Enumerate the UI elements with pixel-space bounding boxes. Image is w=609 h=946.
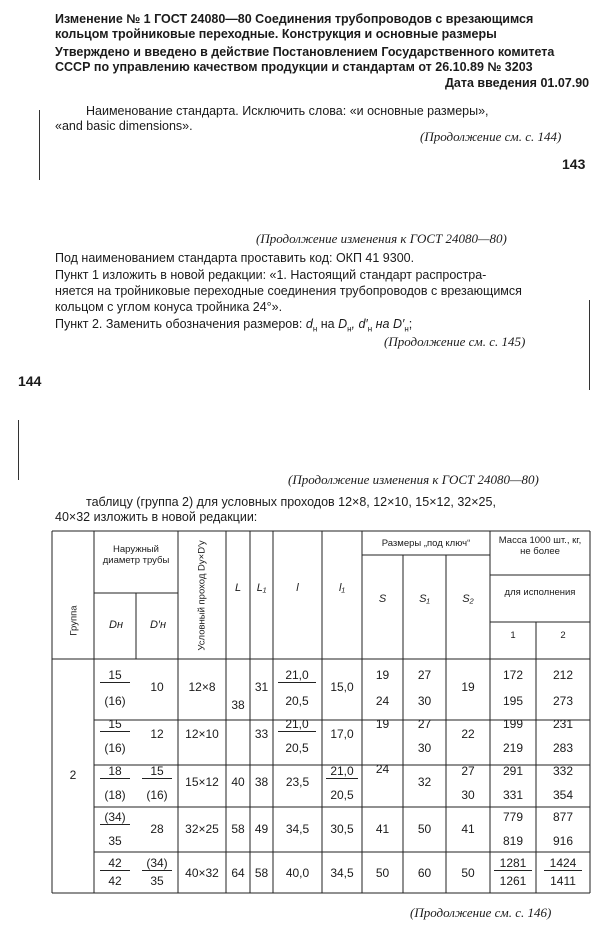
cell-dn-prime: (16) (146, 788, 168, 802)
cell-L: 58 (231, 822, 245, 836)
amendment-title-line1: Изменение № 1 ГОСТ 24080—80 Соединения трубопроводов с врезающимся (55, 12, 534, 26)
cell-mass-2: 212 (552, 668, 574, 682)
cell-l1: 17,0 (330, 727, 354, 741)
cell-L1: 49 (254, 822, 269, 836)
cell-S2: 22 (461, 727, 475, 741)
cell-mass-1: 219 (502, 741, 524, 755)
paragraph-line: таблицу (группа 2) для условных проходов 12×8, 12×10, 15×12, 32×25, (86, 495, 496, 509)
cell-mass-2: 1424 (544, 856, 582, 871)
cell-S: 19 (375, 717, 390, 731)
cell-l1: 21,0 (326, 764, 358, 779)
continuation-note: (Продолжение см. с. 145) (384, 334, 526, 349)
cell-l: 21,0 (278, 668, 316, 683)
cell-mass-2: 916 (552, 834, 574, 848)
header-Dn-prime: D′н (149, 619, 167, 631)
cell-dn-prime: 10 (150, 680, 164, 694)
cell-S1: 50 (417, 822, 432, 836)
cell-l1: 15,0 (330, 680, 354, 694)
cell-dn-prime: (34) (142, 856, 172, 871)
cell-cond: 12×8 (188, 680, 216, 694)
header-l1: l₁ (339, 582, 345, 594)
cell-S1: 27 (417, 717, 432, 731)
cell-L: 40 (231, 775, 245, 789)
paragraph-line: Наименование стандарта. Исключить слова: «и основные размеры», (86, 104, 489, 118)
header-l: l (296, 582, 299, 594)
cell-cond: 40×32 (185, 866, 219, 880)
cell-mass-1: 195 (502, 694, 524, 708)
header-mass: Масса 1000 шт., кг, не более (498, 535, 582, 557)
header-execution: для исполнения (504, 587, 576, 598)
cell-dn-prime: 28 (150, 822, 164, 836)
paragraph-line: «and basic dimensions». (55, 119, 193, 133)
cell-dn: (18) (104, 788, 126, 802)
paragraph-line-symbols: Пункт 2. Заменить обозначения размеров: $d_н$ на $D_н$, $d'_н$ на $D'_н$; (55, 317, 413, 334)
cell-mass-1: 199 (502, 717, 524, 731)
header-S1: S₁ (419, 593, 430, 605)
cell-mass-1: 331 (502, 788, 524, 802)
cell-l1: 34,5 (330, 866, 354, 880)
cell-dn: 42 (108, 874, 122, 888)
cell-mass-2: 354 (552, 788, 574, 802)
header-conditional-pass: Условный проход Dу×D′у (196, 540, 208, 651)
cell-S: 41 (375, 822, 390, 836)
paragraph-line: кольцом с углом конуса тройника 24°». (55, 300, 283, 314)
cell-mass-1: 779 (502, 810, 524, 824)
header-exec-1: 1 (510, 630, 516, 641)
cell-mass-1: 1281 (494, 856, 532, 871)
cell-L1: 33 (254, 727, 269, 741)
cell-cond: 12×10 (185, 727, 219, 741)
cell-l: 34,5 (285, 822, 310, 836)
cell-mass-2: 877 (552, 810, 574, 824)
cell-l1: 20,5 (330, 788, 354, 802)
cell-mass-2: 273 (552, 694, 574, 708)
cell-l: 20,5 (285, 694, 309, 708)
cell-mass-2: 231 (552, 717, 574, 731)
continuation-note: (Продолжение см. с. 146) (410, 905, 552, 920)
approval-line2: СССР по управлению качеством продукции и стандартам от 26.10.89 № 3203 (55, 60, 533, 74)
cell-mass-1: 1261 (499, 874, 527, 888)
cell-l1: 30,5 (330, 822, 354, 836)
cell-dn-prime: 15 (142, 764, 172, 779)
cell-dn: 35 (108, 834, 122, 848)
header-S2: S₂ (462, 593, 474, 605)
cell-S1: 32 (417, 775, 432, 789)
effective-date: Дата введения 01.07.90 (445, 76, 590, 90)
cell-mass-1: 291 (502, 764, 524, 778)
continuation-note: (Продолжение см. с. 144) (420, 129, 562, 144)
cell-l: 23,5 (285, 775, 310, 789)
cell-dn: 42 (100, 856, 130, 871)
cell-dn: 15 (100, 717, 130, 732)
cell-S: 24 (375, 762, 390, 776)
paragraph-line: Под наименованием стандарта проставить код: ОКП 41 9300. (55, 251, 415, 265)
cell-cond: 32×25 (185, 822, 219, 836)
cell-mass-2: 1411 (550, 874, 576, 888)
paragraph-line: няется на тройниковые переходные соединения трубопроводов с врезающимся (55, 284, 522, 298)
cell-S2: 19 (461, 680, 475, 694)
cell-mass-2: 332 (552, 764, 574, 778)
cell-L1: 58 (254, 866, 269, 880)
cell-S2: 50 (461, 866, 475, 880)
continuation-head: (Продолжение изменения к ГОСТ 24080—80) (256, 231, 507, 246)
cell-dn-prime: 12 (150, 727, 164, 741)
header-exec-2: 2 (560, 630, 566, 641)
cell-l: 21,0 (278, 717, 316, 732)
cell-mass-1: 172 (502, 668, 524, 682)
cell-S: 24 (375, 694, 390, 708)
paragraph-line: 40×32 изложить в новой редакции: (55, 510, 258, 524)
cell-S1: 30 (417, 741, 432, 755)
amendment-title-line2: кольцом тройниковые переходные. Конструкция и основные размеры (55, 27, 497, 41)
cell-S2: 41 (461, 822, 475, 836)
approval-line1: Утверждено и введено в действие Постановлением Государственного комитета (55, 45, 555, 59)
cell-L: 38 (231, 698, 245, 712)
page-number: 144 (18, 373, 42, 389)
cell-dn: (16) (104, 694, 126, 708)
cell-dn-prime: 35 (150, 874, 164, 888)
cell-L1: 31 (254, 680, 269, 694)
header-outer-diameter: Наружный диаметр трубы (102, 544, 170, 566)
cell-dn: (16) (104, 741, 126, 755)
cell-S1: 60 (417, 866, 432, 880)
cell-l: 20,5 (285, 741, 309, 755)
cell-S2: 27 (461, 764, 475, 778)
cell-dn: (34) (100, 810, 130, 825)
cell-S2: 30 (461, 788, 475, 802)
cell-dn: 18 (100, 764, 130, 779)
paragraph-line: Пункт 1 изложить в новой редакции: «1. Настоящий стандарт распростра- (55, 268, 487, 282)
cell-S1: 30 (417, 694, 432, 708)
cell-S: 50 (375, 866, 390, 880)
cell-mass-2: 283 (552, 741, 574, 755)
cell-mass-1: 819 (502, 834, 524, 848)
cell-S1: 27 (417, 668, 432, 682)
header-L: L (234, 582, 242, 594)
header-group: Группа (68, 605, 80, 636)
header-S: S (378, 593, 387, 605)
cell-L1: 38 (254, 775, 269, 789)
header-L1: L₁ (256, 582, 267, 594)
cell-l: 40,0 (285, 866, 310, 880)
cell-dn: 15 (100, 668, 130, 683)
page-number: 143 (562, 156, 586, 172)
continuation-head: (Продолжение изменения к ГОСТ 24080—80) (288, 472, 539, 487)
cell-S: 19 (375, 668, 390, 682)
cell-cond: 15×12 (185, 775, 219, 789)
group-value: 2 (69, 768, 77, 782)
cell-L: 64 (231, 866, 245, 880)
header-wrench-sizes: Размеры „под ключ“ (381, 538, 471, 549)
header-Dn: Dн (109, 619, 123, 631)
